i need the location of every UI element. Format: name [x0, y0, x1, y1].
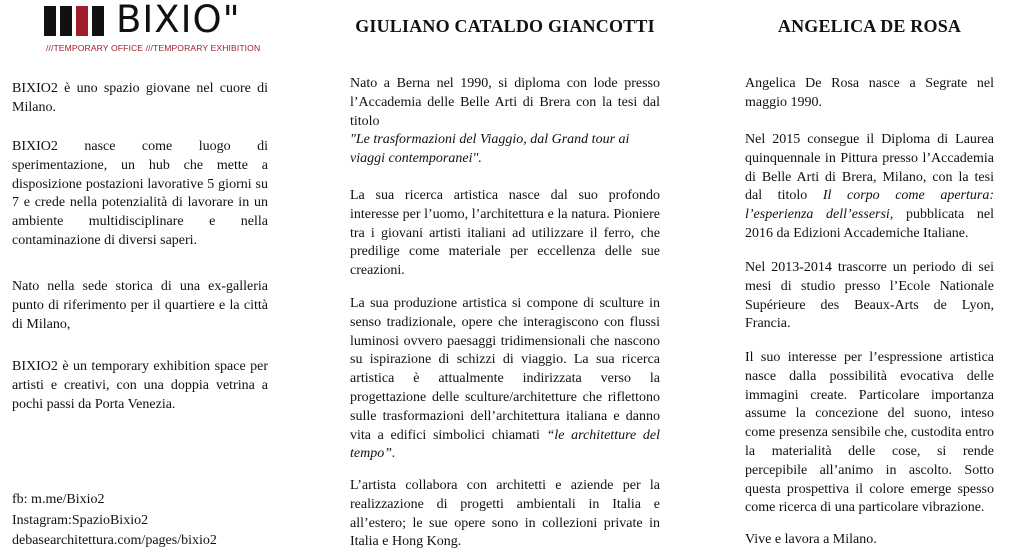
bixio-intro-paragraph: BIXIO2 è uno spazio giovane nel cuore di Milano. — [12, 81, 268, 115]
giancotti-architetture-title: “le architetture del tempo”. — [350, 427, 660, 462]
de-rosa-interest-paragraph: Il suo interesse per l’espressione artistica nasce dalla possibilità evocativa delle immagini create. Particolare importanza assume la concezione del suono, inteso come presenza sensibile che, custodita entro la materialità delle cose, si rende percepibile all’animo in ascolto. Sotto questa prospettiva il colore emerge spesso come ricerca di una particolare vibrazione. — [745, 350, 994, 516]
de-rosa-lyon-paragraph: Nel 2013-2014 trascorre un periodo di sei mesi di studio presso l’Ecole Nationale Supérieure des Beaux-Arts de Lyon, Francia. — [745, 260, 994, 332]
de-rosa-birth-paragraph: Angelica De Rosa nasce a Segrate nel maggio 1990. — [745, 76, 994, 110]
logo-subtitle: ///TEMPORARY OFFICE ///TEMPORARY EXHIBITION — [46, 43, 261, 53]
bixio-hub-paragraph: BIXIO2 nasce come luogo di sperimentazione, un hub che mette a disposizione postazioni lavorative 5 giorni su 7 e crede nella potenzialità di lavorare in un ambiente multidisciplinare e nella contaminazione di diversi saperi. — [12, 139, 268, 248]
bixio-history-paragraph: Nato nella sede storica di una ex-galleria punto di riferimento per il quartiere e la città di Milano, — [12, 279, 268, 332]
website-link[interactable]: debasearchitettura.com/pages/bixio2 — [12, 533, 217, 548]
facebook-link[interactable]: fb: m.me/Bixio2 — [12, 492, 105, 507]
giancotti-education-text: Nato a Berna nel 1990, si diploma con lode presso l’Accademia delle Belle Arti di Brera con la tesi dal titolo — [350, 76, 660, 129]
bixio-description-column — [12, 0, 268, 553]
giancotti-research-paragraph: La sua ricerca artistica nasce dal suo profondo interesse per l’uomo, l’architettura e la natura. Pioniere tra i giovani artisti italiani ad utilizzare il ferro, che predilige come materiale per eccellenza delle sue creazioni. — [350, 188, 660, 279]
giancotti-bio-intro — [350, 75, 660, 169]
artist-heading-de-rosa: ANGELICA DE ROSA — [777, 16, 962, 36]
de-rosa-residence-paragraph: Vive e lavora a Milano. — [745, 532, 877, 547]
bixio-exhibition-paragraph: BIXIO2 è un temporary exhibition space per artisti e creativi, con una doppia vetrina a pochi passi da Porta Venezia. — [12, 359, 268, 412]
de-rosa-bio-column — [745, 0, 994, 553]
de-rosa-education-paragraph: Nel 2015 consegue il Diploma di Laurea quinquennale in Pittura presso l’Accademia di Belle Arti di Brera, Milano, con la tesi dal titolo Il corpo come apertura: l’esperienza dell’essersi, pubblicata nel 2016 da Edizioni Accademiche Italiane. — [745, 132, 995, 241]
logo-wordmark: BIXIO" — [116, 0, 241, 41]
artist-heading-giancotti: GIULIANO CATALDO GIANCOTTI — [355, 16, 655, 36]
de-rosa-thesis-title: Il corpo come apertura: l’esperienza dell’essersi — [745, 188, 995, 223]
giancotti-thesis-title: "Le trasformazioni del Viaggio, dal Grand tour ai viaggi contemporanei". — [350, 132, 630, 167]
giancotti-collaboration-paragraph: L’artista collabora con architetti e aziende per la realizzazione di progetti ambientali in Italia e all’estero; le sue opere sono in collezioni private in Italia e Hong Kong. — [350, 478, 660, 550]
giancotti-bio-column — [350, 0, 660, 553]
giancotti-production-paragraph: La sua produzione artistica si compone di sculture in senso tradizionale, opere che interagiscono con flussi luminosi ovvero paesaggi tridimensionali che nascono su ispirazione di schizzi di viaggio. La sua ricerca artistica è attualmente indirizzata verso la progettazione delle sculture/architetture che riflettono sulle trasformazioni dell’architettura italiana e danno vita a edifici simbolici chiamati “le architetture del tempo”. — [350, 296, 660, 462]
instagram-link[interactable]: Instagram:SpazioBixio2 — [12, 513, 149, 528]
